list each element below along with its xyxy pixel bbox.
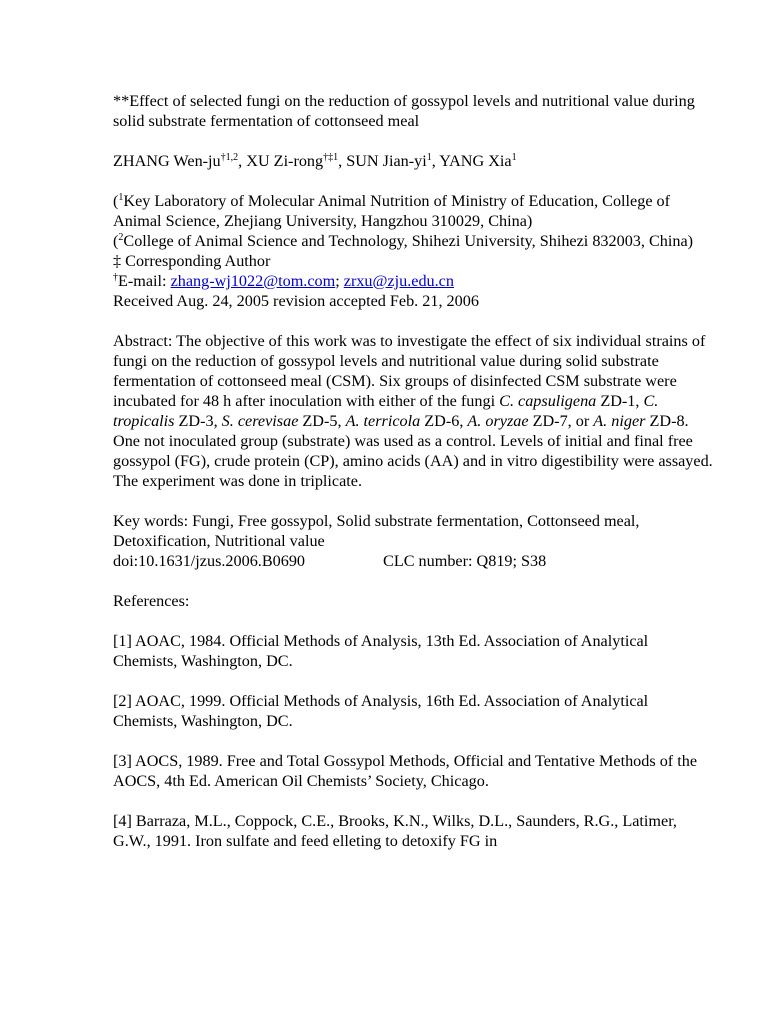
email-link-1[interactable]: zhang-wj1022@tom.com [170, 272, 336, 290]
references-heading: References: [113, 592, 190, 610]
keywords: Key words: Fungi, Free gossypol, Solid substrate fermentation, Cottonseed meal, Detoxification, Nutritional value [113, 512, 640, 550]
reference-item: [2] AOAC, 1999. Official Methods of Analysis, 16th Ed. Association of Analytical Chemists, Washington, DC. [113, 692, 649, 730]
affiliation-1: ($^1$Key Laboratory of Molecular Animal Nutrition of Ministry of Education, College of Animal Science, Zhejiang University, Hangzhou 310029, China) [113, 192, 671, 230]
author-name: ZHANG Wen-ju [113, 152, 221, 170]
author-name: SUN Jian-yi [346, 152, 427, 170]
species-name: C. capsuligena [499, 392, 597, 410]
species-name: C. tropicalis [113, 392, 659, 430]
species-name: A. niger [593, 412, 646, 430]
author-name: YANG Xia [439, 152, 512, 170]
corresponding-author-note: ‡ Corresponding Author [113, 252, 271, 270]
reference-item: [4] Barraza, M.L., Coppock, C.E., Brooks, K.N., Wilks, D.L., Saunders, R.G., Latimer, G.W., 1991. Iron sulfate and feed elleting to detoxify FG in [113, 812, 677, 850]
received-date: Received Aug. 24, 2005 revision accepted Feb. 21, 2006 [113, 292, 479, 310]
reference-item: [3] AOCS, 1989. Free and Total Gossypol Methods, Official and Tentative Methods of the AOCS, 4th Ed. American Oil Chemists’ Society, Chicago. [113, 752, 698, 790]
clc-number: CLC number: Q819; S38 [383, 552, 547, 570]
paper-title: **Effect of selected fungi on the reduction of gossypol levels and nutritional value during solid substrate fermentation of cottonseed meal [113, 92, 695, 130]
affiliation-2: ($^2$College of Animal Science and Technology, Shihezi University, Shihezi 832003, China) [113, 232, 694, 250]
species-name: A. oryzae [467, 412, 529, 430]
species-name: A. terricola [345, 412, 421, 430]
author-affiliation-marker: 1 [426, 152, 432, 163]
abstract-paragraph: Abstract: The objective of this work was to investigate the effect of six individual strains of fungi on the reduction of gossypol levels and nutritional value during solid substrate fermentation of cottonseed meal (CSM). Six groups of disinfected CSM substrate were incubated for 48 h after inoculation with either of the fungi C. capsuligena ZD-1, C. tropicalis ZD-3, S. cerevisae ZD-5, A. terricola ZD-6, A. oryzae ZD-7, or A. niger ZD-8. One not inoculated group (substrate) was used as a control. Levels of initial and final free gossypol (FG), crude protein (CP), amino acids (AA) and in vitro digestibility were assayed. The experiment was done in triplicate. [113, 332, 713, 490]
affiliations-block [113, 191, 713, 311]
reference-item: [1] AOAC, 1984. Official Methods of Analysis, 13th Ed. Association of Analytical Chemists, Washington, DC. [113, 632, 649, 670]
author-affiliation-marker: 1 [511, 152, 517, 163]
author-list: ZHANG Wen-ju$^{\dagger 1,2}$, XU Zi-rong$^{\dagger\ddagger 1}$, SUN Jian-$yi^1$, YANG Xia$^1$ [113, 152, 517, 170]
author-affiliation-marker: †1,2 [220, 152, 239, 163]
author-name: XU Zi-rong [246, 152, 324, 170]
document-page [113, 91, 713, 851]
species-name: S. cerevisae [221, 412, 299, 430]
email-line: †E-mail: zhang-wj1022@tom.com; zrxu@zju.edu.cn [113, 272, 454, 290]
author-affiliation-marker: †‡1 [323, 152, 339, 163]
doi-clc-line [113, 551, 713, 571]
doi: doi:10.1631/jzus.2006.B0690 [113, 552, 306, 570]
email-link-2[interactable]: zrxu@zju.edu.cn [343, 272, 454, 290]
